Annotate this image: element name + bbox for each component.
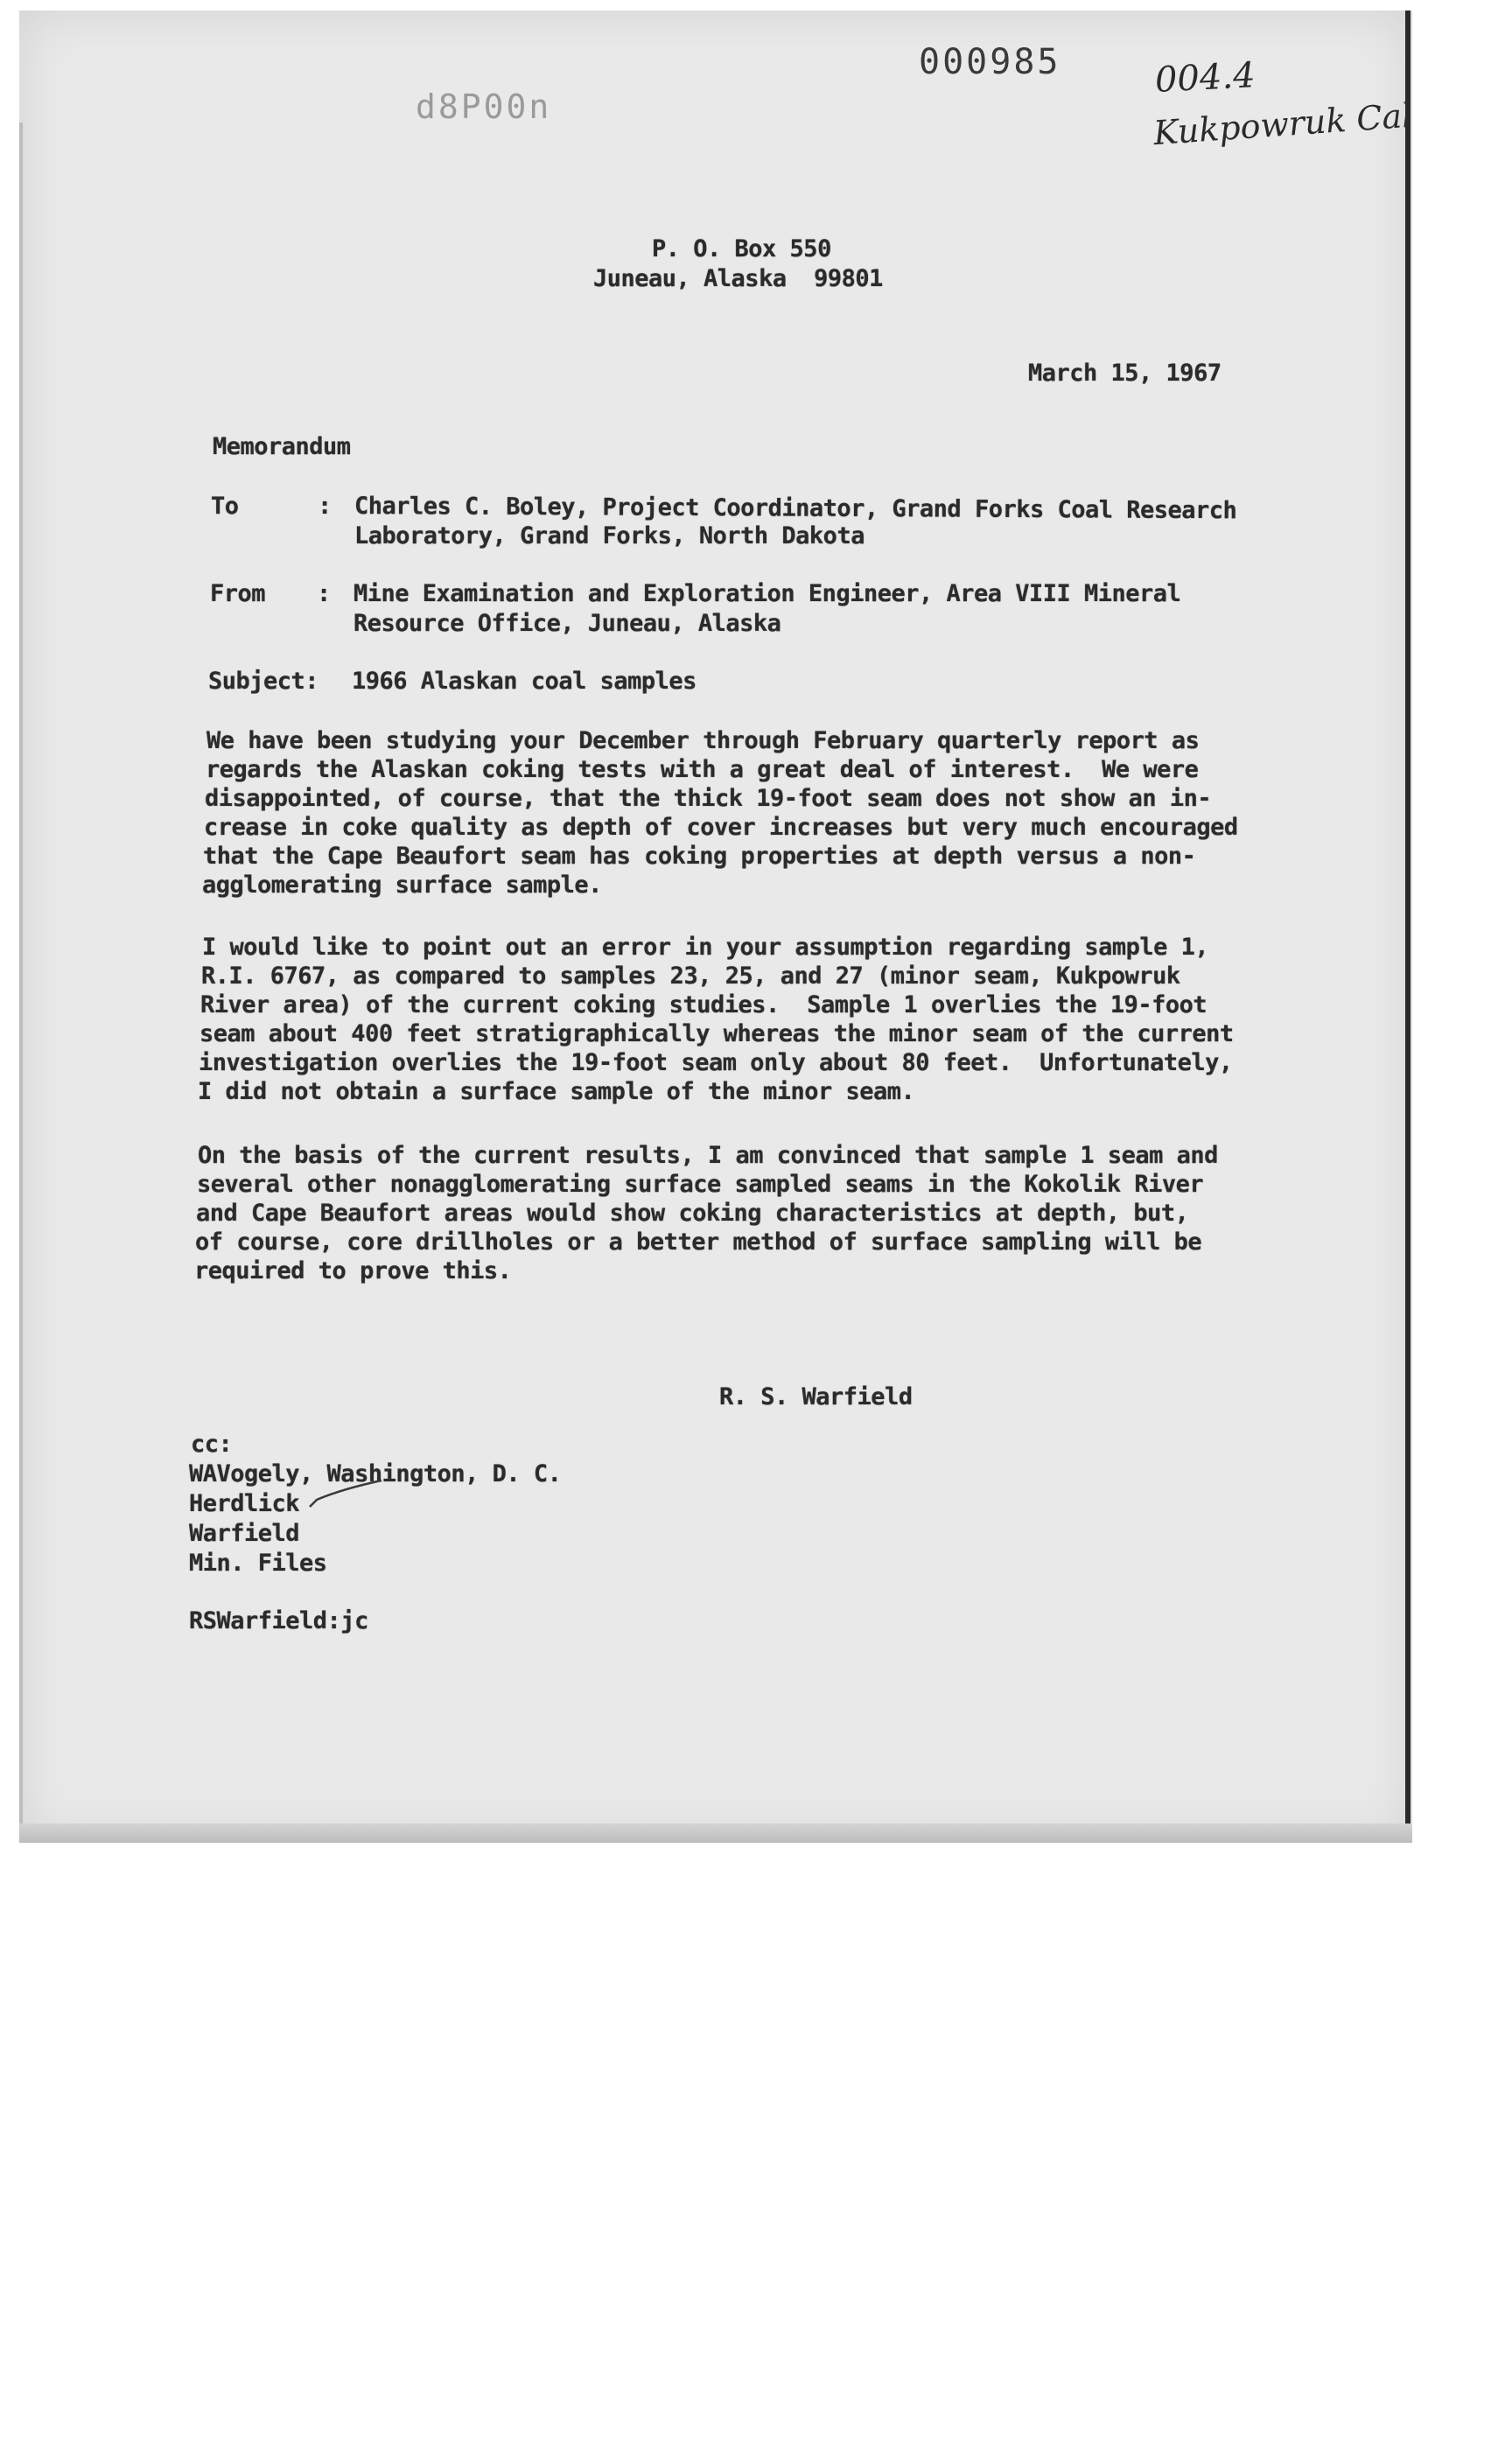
from-line2: Resource Office, Juneau, Alaska xyxy=(354,610,781,637)
p3-line1: On the basis of the current results, I am convinced that sample 1 seam and xyxy=(198,1142,1218,1169)
handwritten-file-code: 004.4 xyxy=(1153,55,1256,101)
page-right-edge xyxy=(1405,10,1410,1843)
subject-label: Subject: xyxy=(208,668,319,695)
p1-line4: crease in coke quality as depth of cover increases but very much encouraged xyxy=(204,814,1238,841)
subject-text: 1966 Alaskan coal samples xyxy=(352,668,696,695)
to-line1: Charles C. Boley, Project Coordinator, Grand Forks Coal Research xyxy=(354,493,1237,525)
from-line1: Mine Examination and Exploration Engineer, Area VIII Mineral xyxy=(354,580,1181,607)
p3-line3: and Cape Beaufort areas would show coking characteristics at depth, but, xyxy=(196,1200,1189,1227)
p2-line4: seam about 400 feet stratigraphically whereas the minor seam of the current xyxy=(200,1020,1234,1047)
page-bottom-shadow xyxy=(19,1824,1412,1843)
cc-recipient: WAVogely, Washington, D. C. xyxy=(189,1460,562,1488)
cc-label: cc: xyxy=(191,1431,233,1458)
signature-name: R. S. Warfield xyxy=(719,1383,913,1410)
to-colon: : xyxy=(318,493,332,520)
to-line2: Laboratory, Grand Forks, North Dakota xyxy=(354,522,864,550)
memo-heading: Memorandum xyxy=(213,433,351,460)
page-left-edge xyxy=(19,122,23,1838)
p1-line2: regards the Alaskan coking tests with a great deal of interest. We were xyxy=(206,756,1199,783)
p2-line6: I did not obtain a surface sample of the minor seam. xyxy=(198,1078,915,1105)
p1-line1: We have been studying your December through February quarterly report as xyxy=(206,727,1200,754)
cc-recipient: Min. Files xyxy=(189,1550,327,1577)
p1-line3: disappointed, of course, that the thick 19-foot seam does not show an in- xyxy=(205,785,1212,812)
handwritten-location: Kukpowruk Cal xyxy=(1152,95,1414,153)
p3-line5: required to prove this. xyxy=(194,1257,512,1284)
cc-recipient: Warfield xyxy=(189,1520,300,1547)
from-label: From xyxy=(210,580,266,607)
letterhead-line1: P. O. Box 550 xyxy=(652,235,831,262)
p1-line6: agglomerating surface sample. xyxy=(202,872,602,899)
p1-line5: that the Cape Beaufort seam has coking properties at depth versus a non- xyxy=(203,843,1196,870)
p2-line5: investigation overlies the 19-foot seam only about 80 feet. Unfortunately, xyxy=(199,1049,1233,1076)
document-number-stamp: 000985 xyxy=(919,42,1061,82)
memo-date: March 15, 1967 xyxy=(1028,360,1222,387)
p2-line2: R.I. 6767, as compared to samples 23, 25, and 27 (minor seam, Kukpowruk xyxy=(201,962,1180,990)
letterhead-line2: Juneau, Alaska 99801 xyxy=(593,265,883,292)
to-label: To xyxy=(211,493,239,520)
p3-line2: several other nonagglomerating surface sampled seams in the Kokolik River xyxy=(197,1171,1204,1198)
p2-line3: River area) of the current coking studies. Sample 1 overlies the 19-foot xyxy=(200,991,1208,1018)
from-colon: : xyxy=(317,580,331,607)
p2-line1: I would like to point out an error in your assumption regarding sample 1, xyxy=(202,934,1209,961)
typist-initials: RSWarfield:jc xyxy=(189,1607,368,1634)
p3-line4: of course, core drillholes or a better method of surface sampling will be xyxy=(195,1228,1202,1256)
cc-recipient: Herdlick xyxy=(189,1490,300,1517)
handwritten-check-mark xyxy=(306,1477,385,1512)
faint-reverse-stamp: d8P00n xyxy=(416,88,552,126)
